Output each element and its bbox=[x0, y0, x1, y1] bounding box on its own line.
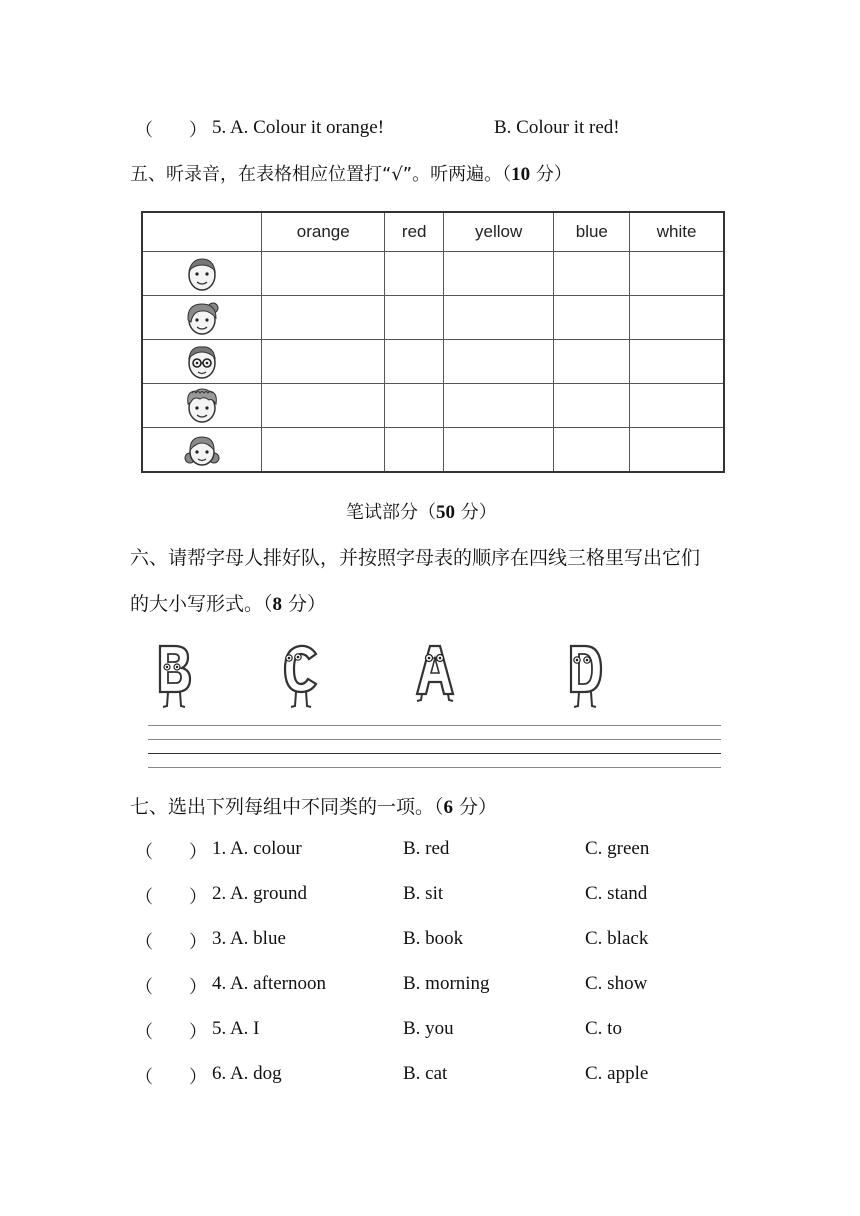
option-a: 6. A. dog bbox=[212, 1063, 282, 1084]
option-a: 5. A. Colour it orange! bbox=[212, 117, 385, 138]
answer-cell[interactable] bbox=[554, 252, 630, 296]
section-5-title-text: 五、听录音，在表格相应位置打“√”。听两遍。（ bbox=[130, 164, 512, 185]
option-c: C. black bbox=[585, 928, 649, 949]
option-b: B. red bbox=[403, 838, 450, 859]
question-5-row bbox=[135, 116, 207, 142]
option-a: 4. A. afternoon bbox=[212, 973, 326, 994]
answer-cell[interactable] bbox=[262, 296, 385, 340]
column-header: white bbox=[630, 212, 724, 252]
answer-cell[interactable] bbox=[443, 252, 553, 296]
boy-face-icon bbox=[182, 254, 222, 294]
answer-paren[interactable]: （ ） bbox=[135, 1067, 207, 1088]
option-c: C. green bbox=[585, 838, 650, 859]
answer-cell[interactable] bbox=[262, 252, 385, 296]
girl-pigtails-face-icon bbox=[182, 430, 222, 470]
letter-c-character-icon bbox=[278, 640, 324, 716]
written-part-title-end: 分） bbox=[455, 502, 497, 523]
section-6-line-2 bbox=[130, 589, 326, 616]
written-part-score: 50 bbox=[436, 502, 455, 523]
written-part-heading bbox=[346, 498, 497, 524]
face-cell bbox=[142, 296, 262, 340]
table-row bbox=[142, 428, 724, 473]
answer-cell[interactable] bbox=[630, 384, 724, 428]
letter-a-character-icon bbox=[412, 640, 458, 716]
section-6-line-2-text: 的大小写形式。（ bbox=[130, 593, 273, 615]
answer-cell[interactable] bbox=[630, 296, 724, 340]
answer-paren[interactable]: （ ） bbox=[135, 977, 207, 998]
boy-curly-face-icon bbox=[182, 386, 222, 426]
table-row bbox=[142, 384, 724, 428]
grid-line bbox=[148, 725, 721, 726]
face-cell bbox=[142, 384, 262, 428]
section-5-score: 10 bbox=[511, 164, 531, 185]
table-row bbox=[142, 340, 724, 384]
answer-cell[interactable] bbox=[385, 428, 444, 473]
option-a: 5. A. I bbox=[212, 1018, 260, 1039]
option-a: 2. A. ground bbox=[212, 883, 307, 904]
answer-cell[interactable] bbox=[554, 428, 630, 473]
answer-cell[interactable] bbox=[554, 340, 630, 384]
column-header: red bbox=[385, 212, 444, 252]
answer-cell[interactable] bbox=[385, 296, 444, 340]
grid-line bbox=[148, 767, 721, 768]
face-cell bbox=[142, 340, 262, 384]
grid-line bbox=[148, 753, 721, 754]
face-cell bbox=[142, 252, 262, 296]
answer-cell[interactable] bbox=[443, 340, 553, 384]
section-5-title bbox=[130, 160, 572, 186]
answer-cell[interactable] bbox=[630, 428, 724, 473]
option-b: B. Colour it red! bbox=[494, 117, 620, 138]
answer-cell[interactable] bbox=[443, 296, 553, 340]
boy-glasses-face-icon bbox=[182, 342, 222, 382]
color-check-table bbox=[141, 211, 725, 473]
table-row bbox=[142, 296, 724, 340]
answer-cell[interactable] bbox=[262, 428, 385, 473]
written-part-title: 笔试部分（ bbox=[346, 502, 436, 523]
answer-paren[interactable]: （ ） bbox=[135, 842, 207, 863]
answer-paren[interactable]: （ ） bbox=[135, 1022, 207, 1043]
answer-cell[interactable] bbox=[385, 384, 444, 428]
section-7-score: 6 bbox=[443, 797, 454, 818]
option-b: B. morning bbox=[403, 973, 490, 994]
section-5-title-end: 分） bbox=[530, 164, 572, 185]
option-b: B. sit bbox=[403, 883, 444, 904]
section-6-line-2-end: 分） bbox=[282, 593, 327, 615]
option-a: 3. A. blue bbox=[212, 928, 286, 949]
option-c: C. apple bbox=[585, 1063, 649, 1084]
section-7-title bbox=[130, 792, 497, 819]
answer-paren[interactable]: （ ） bbox=[135, 887, 207, 908]
answer-cell[interactable] bbox=[443, 384, 553, 428]
answer-cell[interactable] bbox=[262, 384, 385, 428]
option-b: B. cat bbox=[403, 1063, 448, 1084]
answer-cell[interactable] bbox=[443, 428, 553, 473]
section-6-score: 8 bbox=[272, 594, 283, 615]
grid-line bbox=[148, 739, 721, 740]
option-b: B. book bbox=[403, 928, 464, 949]
table-row bbox=[142, 252, 724, 296]
section-7-title-text: 七、选出下列每组中不同类的一项。（ bbox=[130, 796, 444, 818]
table-header-row bbox=[142, 212, 724, 252]
column-header: orange bbox=[262, 212, 385, 252]
answer-cell[interactable] bbox=[385, 252, 444, 296]
answer-cell[interactable] bbox=[630, 340, 724, 384]
answer-cell[interactable] bbox=[554, 384, 630, 428]
section-6-line-1: 六、请帮字母人排好队，并按照字母表的顺序在四线三格里写出它们 bbox=[130, 547, 701, 569]
column-header: blue bbox=[554, 212, 630, 252]
section-7-title-end: 分） bbox=[453, 796, 498, 818]
answer-cell[interactable] bbox=[385, 340, 444, 384]
answer-paren[interactable]: （ ） bbox=[135, 120, 207, 141]
answer-cell[interactable] bbox=[262, 340, 385, 384]
letter-b-character-icon bbox=[152, 640, 198, 716]
table-corner-cell bbox=[142, 212, 262, 252]
column-header: yellow bbox=[443, 212, 553, 252]
letter-d-character-icon bbox=[563, 640, 609, 716]
option-c: C. to bbox=[585, 1018, 622, 1039]
option-b: B. you bbox=[403, 1018, 454, 1039]
face-cell bbox=[142, 428, 262, 473]
option-c: C. show bbox=[585, 973, 648, 994]
answer-paren[interactable]: （ ） bbox=[135, 932, 207, 953]
option-c: C. stand bbox=[585, 883, 648, 904]
answer-cell[interactable] bbox=[630, 252, 724, 296]
girl-ponytail-face-icon bbox=[182, 298, 222, 338]
answer-cell[interactable] bbox=[554, 296, 630, 340]
option-a: 1. A. colour bbox=[212, 838, 302, 859]
